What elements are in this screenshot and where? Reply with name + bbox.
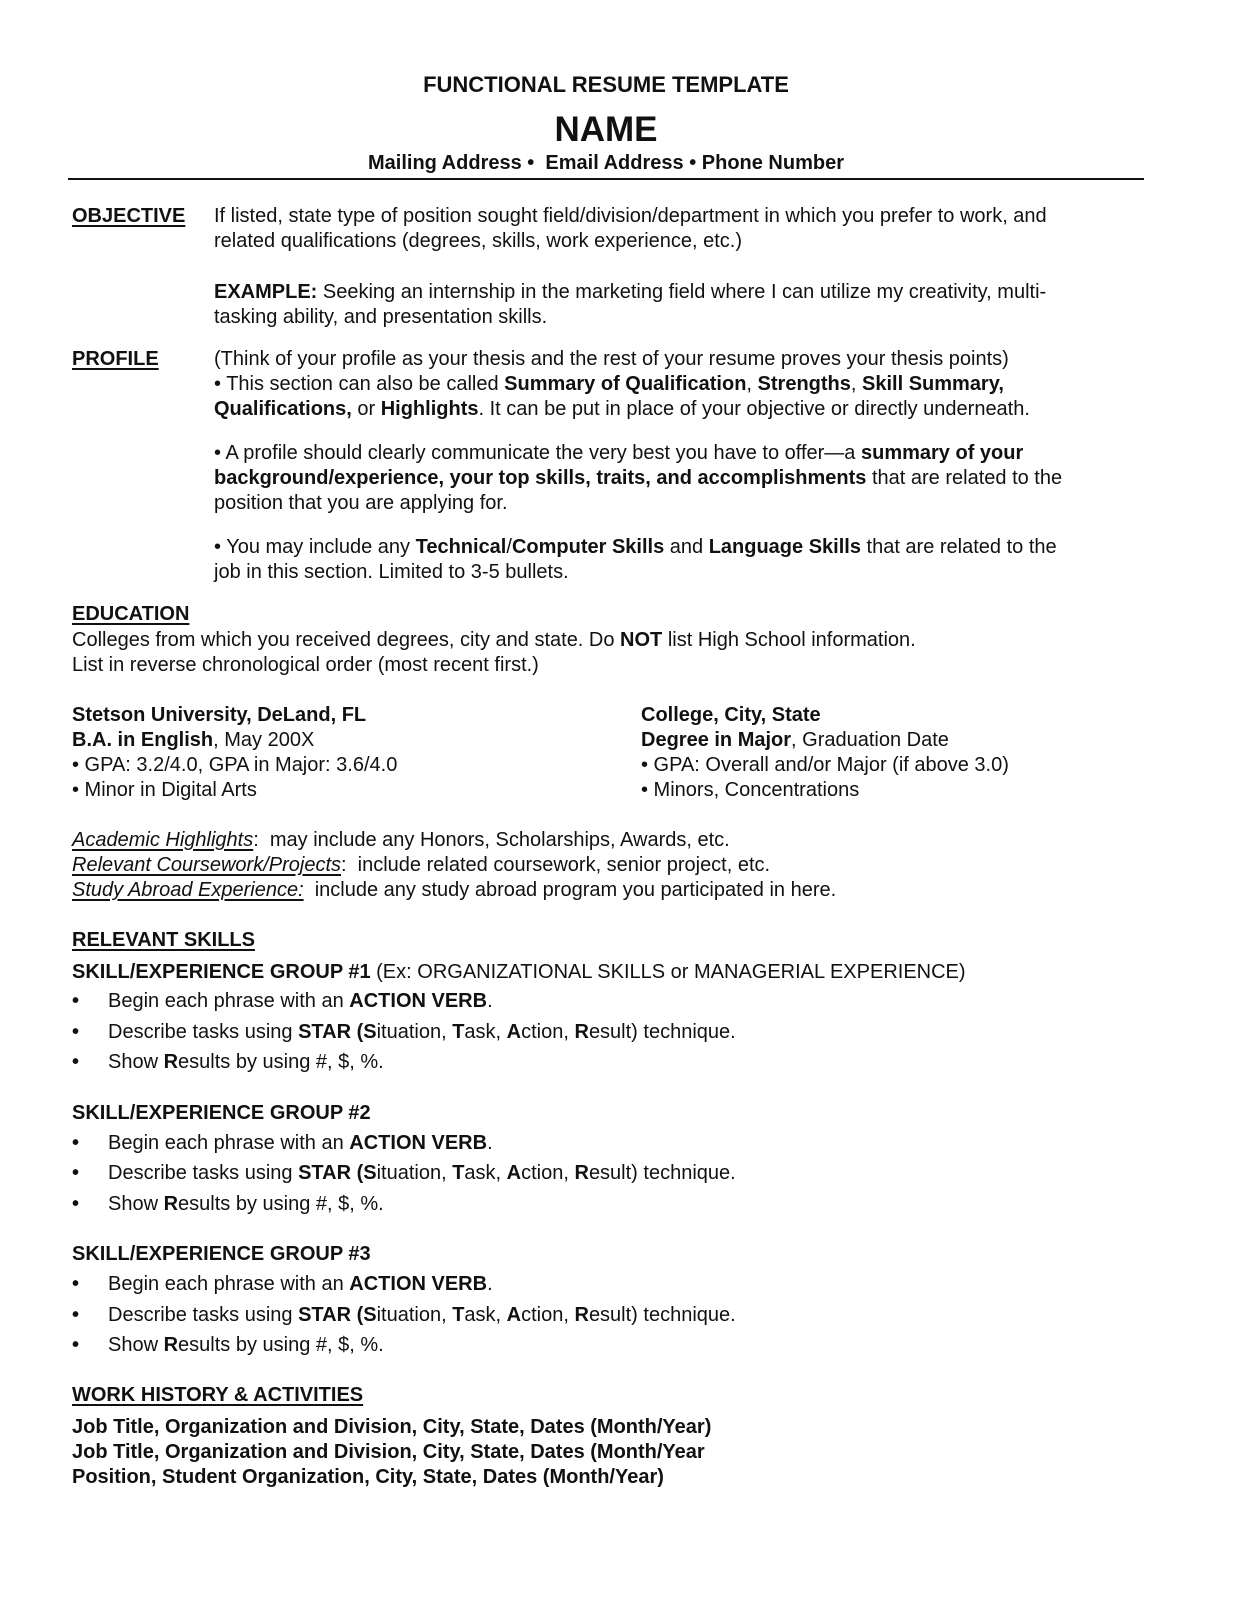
education-bullet: • Minor in Digital Arts bbox=[72, 779, 257, 801]
objective-body bbox=[214, 204, 1154, 254]
profile-line: background/experience, your top skills, traits, and accomplishments that are related to the bbox=[214, 467, 1063, 489]
graduation-date: , Graduation Date bbox=[791, 729, 949, 751]
bullet-icon: • bbox=[72, 1021, 80, 1043]
education-intro-line: List in reverse chronological order (most recent first.) bbox=[72, 654, 539, 676]
contact-line bbox=[0, 152, 1212, 175]
degree: B.A. in English bbox=[72, 729, 214, 751]
school-name: College, City, State bbox=[641, 704, 821, 726]
profile-para-2 bbox=[214, 441, 1154, 516]
separator-dot: • bbox=[527, 152, 535, 174]
school-name: Stetson University, DeLand, FL bbox=[72, 704, 367, 726]
skill-bullet: Describe tasks using STAR (Situation, Task, Action, Result) technique. bbox=[108, 1021, 736, 1043]
example-text: Seeking an internship in the marketing field where I can utilize my creativity, multi- bbox=[317, 281, 1047, 303]
objective-example bbox=[214, 280, 1154, 330]
highlight-line: Study Abroad Experience: include any study abroad program you participated in here. bbox=[72, 879, 837, 901]
profile-line: • This section can also be called Summary of Qualification, Strengths, Skill Summary, bbox=[214, 373, 1004, 395]
mailing-address: Mailing Address bbox=[367, 152, 522, 174]
bullet-icon: • bbox=[72, 1051, 80, 1073]
graduation-date: , May 200X bbox=[213, 729, 315, 751]
education-bullet: • GPA: Overall and/or Major (if above 3.0) bbox=[641, 754, 1009, 776]
skill-group-title: SKILL/EXPERIENCE GROUP #1 (Ex: ORGANIZATIONAL SKILLS or MANAGERIAL EXPERIENCE) bbox=[72, 961, 966, 983]
skill-bullet: Describe tasks using STAR (Situation, Task, Action, Result) technique. bbox=[108, 1304, 736, 1326]
skill-bullet: Show Results by using #, $, %. bbox=[108, 1334, 384, 1356]
objective-heading: OBJECTIVE bbox=[72, 205, 186, 227]
skill-group-title: SKILL/EXPERIENCE GROUP #2 bbox=[72, 1102, 371, 1124]
document-title: FUNCTIONAL RESUME TEMPLATE bbox=[423, 72, 789, 97]
bullet-icon: • bbox=[72, 1273, 80, 1295]
objective-line: If listed, state type of position sought field/division/department in which you prefer to work, and bbox=[214, 205, 1047, 227]
bullet-icon: • bbox=[72, 990, 80, 1012]
education-intro bbox=[72, 628, 916, 678]
objective-line: related qualifications (degrees, skills, work experience, etc.) bbox=[214, 230, 743, 252]
skill-bullet: Begin each phrase with an ACTION VERB. bbox=[108, 990, 493, 1012]
work-entry: Position, Student Organization, City, State, Dates (Month/Year) bbox=[72, 1466, 664, 1488]
profile-line: • A profile should clearly communicate the very best you have to offer—a summary of your bbox=[214, 442, 1024, 464]
skills-heading: RELEVANT SKILLS bbox=[72, 929, 255, 951]
phone-number: Phone Number bbox=[701, 152, 845, 174]
work-history-list bbox=[72, 1415, 711, 1490]
work-history-heading: WORK HISTORY & ACTIVITIES bbox=[72, 1384, 364, 1406]
bullet-icon: • bbox=[72, 1193, 80, 1215]
education-intro-line: Colleges from which you received degrees, city and state. Do NOT list High School information. bbox=[72, 629, 916, 651]
education-entry-right bbox=[641, 703, 1009, 803]
example-label: EXAMPLE: bbox=[214, 281, 318, 303]
bullet-icon: • bbox=[72, 1334, 80, 1356]
profile-para-1 bbox=[214, 347, 1154, 422]
work-entry: Job Title, Organization and Division, City, State, Dates (Month/Year) bbox=[72, 1416, 712, 1438]
resume-name: NAME bbox=[554, 110, 658, 149]
skill-bullet: Begin each phrase with an ACTION VERB. bbox=[108, 1132, 493, 1154]
bullet-icon: • bbox=[72, 1162, 80, 1184]
skill-group-title: SKILL/EXPERIENCE GROUP #3 bbox=[72, 1243, 371, 1265]
highlight-line: Academic Highlights: may include any Honors, Scholarships, Awards, etc. bbox=[72, 829, 730, 851]
work-entry: Job Title, Organization and Division, City, State, Dates (Month/Year bbox=[72, 1441, 705, 1463]
highlight-line: Relevant Coursework/Projects: include related coursework, senior project, etc. bbox=[72, 854, 771, 876]
header-divider bbox=[68, 178, 1144, 180]
separator-dot: • bbox=[689, 152, 697, 174]
skill-bullet: Describe tasks using STAR (Situation, Task, Action, Result) technique. bbox=[108, 1162, 736, 1184]
profile-line: position that you are applying for. bbox=[214, 492, 508, 514]
education-bullet: • Minors, Concentrations bbox=[641, 779, 860, 801]
degree: Degree in Major bbox=[641, 729, 792, 751]
profile-line: job in this section. Limited to 3-5 bullets. bbox=[214, 561, 569, 583]
skill-bullet: Show Results by using #, $, %. bbox=[108, 1051, 384, 1073]
skill-bullet: Show Results by using #, $, %. bbox=[108, 1193, 384, 1215]
education-heading: EDUCATION bbox=[72, 603, 190, 625]
bullet-icon: • bbox=[72, 1132, 80, 1154]
profile-line: • You may include any Technical/Computer Skills and Language Skills that are related to the bbox=[214, 536, 1057, 558]
example-text: tasking ability, and presentation skills. bbox=[214, 306, 548, 328]
profile-para-3 bbox=[214, 535, 1154, 585]
education-bullet: • GPA: 3.2/4.0, GPA in Major: 3.6/4.0 bbox=[72, 754, 398, 776]
email-address: Email Address bbox=[545, 152, 684, 174]
profile-heading: PROFILE bbox=[72, 348, 159, 370]
profile-line: (Think of your profile as your thesis and the rest of your resume proves your thesis points) bbox=[214, 348, 1009, 370]
profile-line: Qualifications, or Highlights. It can be put in place of your objective or directly underneath. bbox=[214, 398, 1030, 420]
education-highlights bbox=[72, 828, 836, 903]
bullet-icon: • bbox=[72, 1304, 80, 1326]
skill-bullet: Begin each phrase with an ACTION VERB. bbox=[108, 1273, 493, 1295]
education-entry-left bbox=[72, 703, 397, 803]
